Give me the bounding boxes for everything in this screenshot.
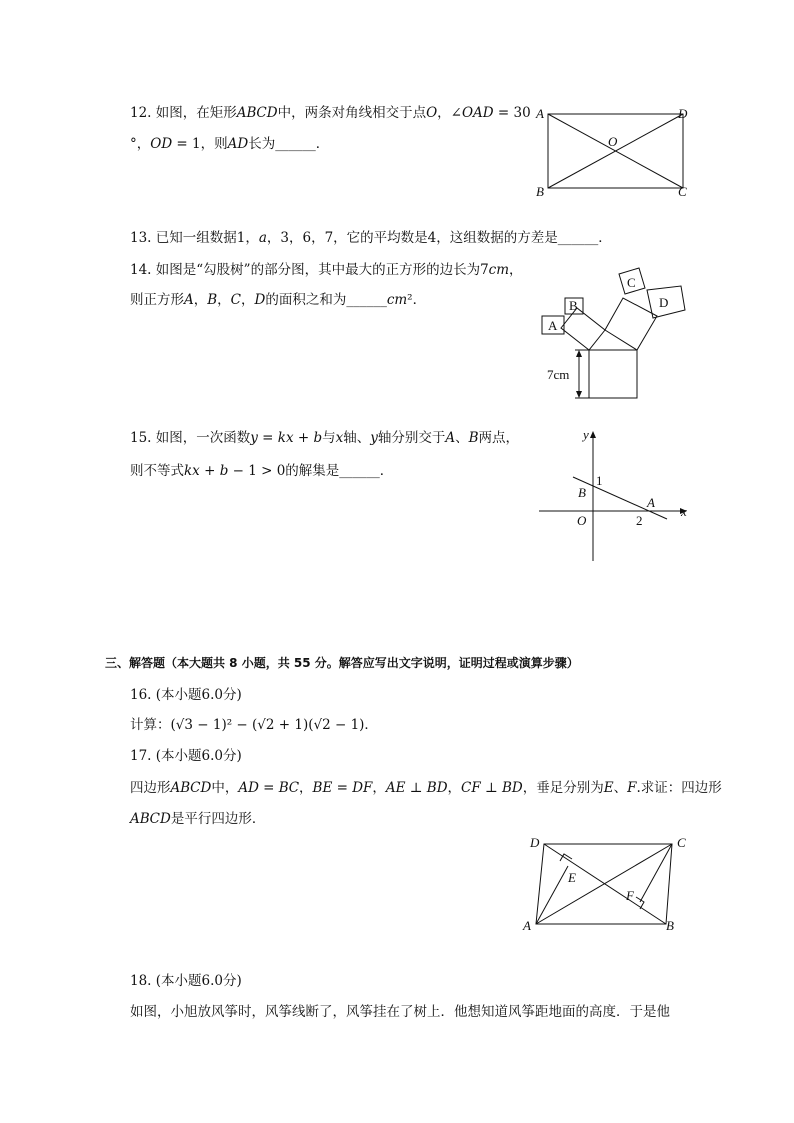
q17-label-e: E <box>568 870 576 885</box>
q15-label-a: A <box>647 495 655 510</box>
q12-label-b: B <box>536 184 544 199</box>
q15-tick-1: 1 <box>596 473 603 488</box>
q14-length-label: 7cm <box>547 367 570 382</box>
q17-label-d: D <box>530 835 540 850</box>
q18-header: 18. (本小题6.0分) <box>130 973 242 989</box>
q12-rectangle-figure <box>530 100 700 205</box>
q17-label-c: C <box>677 835 686 850</box>
q15-label-b: B <box>578 485 586 500</box>
q17-label-a: A <box>523 918 531 933</box>
q15-text-line1: 15. 如图，一次函数𝑦 = 𝑘𝑥 + 𝑏与𝑥轴、𝑦轴分别交于𝐴、𝐵两点， <box>130 430 520 446</box>
q16-header: 16. (本小题6.0分) <box>130 687 242 703</box>
q15-text-line2: 则不等式𝑘𝑥 + 𝑏 − 1 > 0的解集是______． <box>130 463 394 479</box>
q15-label-o: O <box>577 513 587 528</box>
q12-label-a: A <box>536 106 544 121</box>
q12-label-c: C <box>678 184 687 199</box>
q14-label-a: A <box>548 318 558 333</box>
q17-label-f: F <box>626 888 634 903</box>
q18-text-line1: 如图，小旭放风筝时，风筝线断了，风筝挂在了树上．他想知道风筝距地面的高度．于是他 <box>130 1004 670 1020</box>
q17-text-line1: 四边形𝐴𝐵𝐶𝐷中，𝐴𝐷 = 𝐵𝐶，𝐵𝐸 = 𝐷𝐹，𝐴𝐸 ⊥ 𝐵𝐷，𝐶𝐹 ⊥ 𝐵𝐷，垂足分别为𝐸、𝐹.求证：四边形 <box>130 780 722 796</box>
q13-text: 13. 已知一组数据1，𝑎，3，6，7，它的平均数是4，这组数据的方差是______． <box>130 230 612 246</box>
q17-parallelogram-figure <box>520 832 695 937</box>
q15-label-y: y <box>583 427 589 442</box>
q17-header: 17. (本小题6.0分) <box>130 748 242 764</box>
q12-label-d: D <box>678 106 688 121</box>
q17-text-line2: 𝐴𝐵𝐶𝐷是平行四边形． <box>130 811 266 827</box>
q12-text-line1: 12. 如图，在矩形𝐴𝐵𝐶𝐷中，两条对角线相交于点𝑂，∠𝑂𝐴𝐷 = 30 <box>130 105 531 121</box>
q12-label-o: O <box>608 134 618 149</box>
section3-heading: 三、解答题（本大题共 8 小题，共 55 分。解答应写出文字说明，证明过程或演算步骤） <box>105 656 579 670</box>
q16-body: 计算：(√3 − 1)² − (√2 + 1)(√2 − 1)． <box>130 717 378 733</box>
q15-linear-function-figure <box>535 425 695 565</box>
q14-pythagoras-tree-figure <box>535 262 705 402</box>
q12-text-line2: °，𝑂𝐷 = 1，则𝐴𝐷长为______． <box>130 136 330 152</box>
q14-label-b: B <box>569 298 578 313</box>
q17-label-b: B <box>666 918 674 933</box>
q14-text-line1: 14. 如图是“勾股树”的部分图，其中最大的正方形的边长为7𝑐𝑚， <box>130 262 523 278</box>
q14-text-line2: 则正方形𝐴，𝐵，𝐶，𝐷的面积之和为______𝑐𝑚²． <box>130 292 427 308</box>
q14-label-c: C <box>627 275 636 290</box>
q14-label-d: D <box>659 295 669 310</box>
q15-tick-2: 2 <box>636 513 643 528</box>
q15-label-x: x <box>681 504 687 519</box>
